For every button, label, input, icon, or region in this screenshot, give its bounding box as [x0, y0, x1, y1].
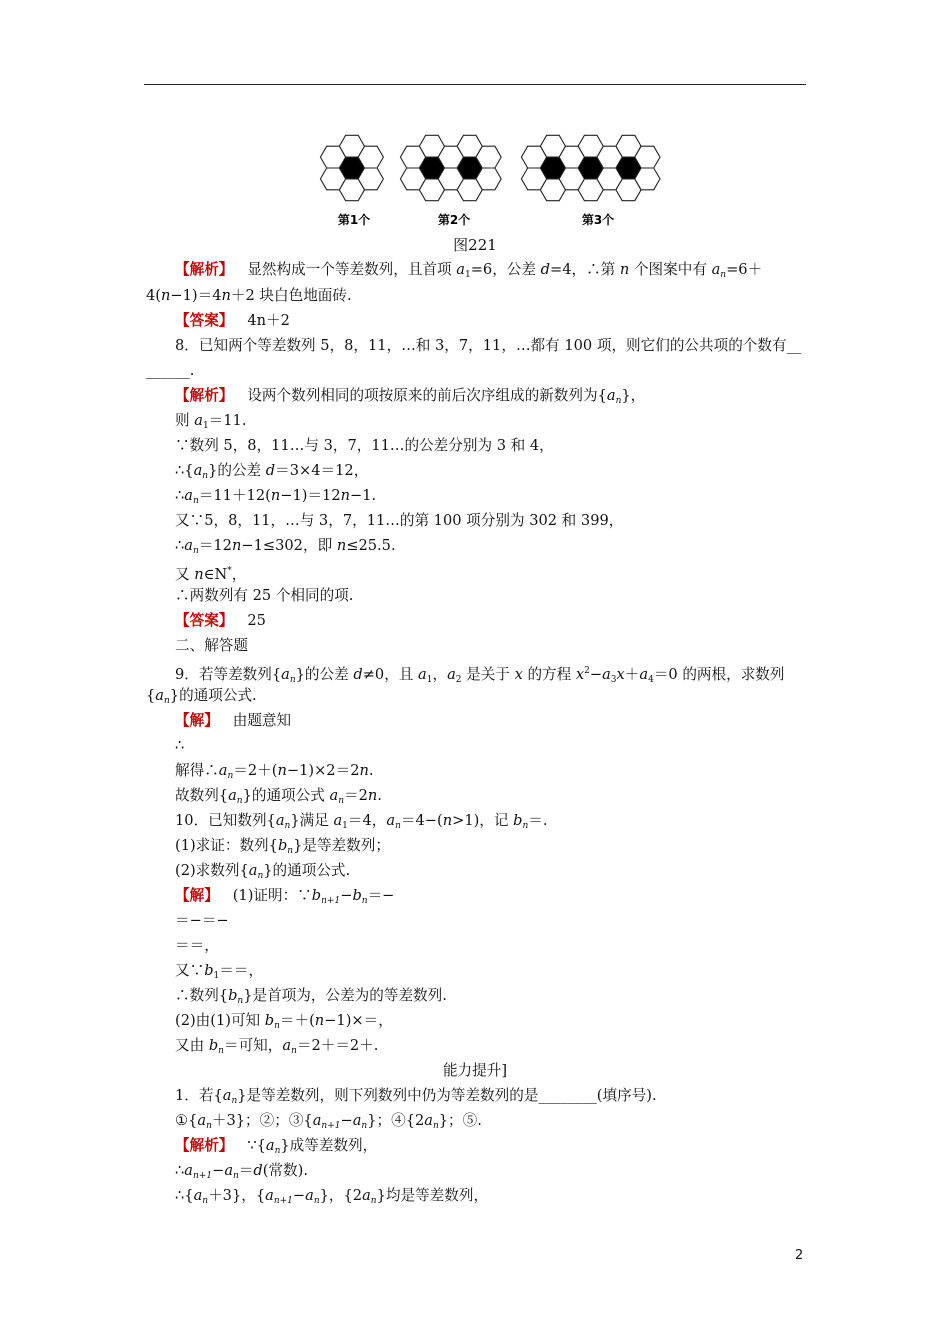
ability-heading: 能力提升]	[442, 1062, 508, 1079]
white-tile	[635, 146, 660, 168]
q10-solution-4: 又$\because b_1==$，	[175, 962, 264, 981]
q8-solution-3: ∵数列 5，8，11…与 3，7，11…的公差分别为 3 和 4，	[175, 437, 554, 454]
q8-solution-6: 又∵5，8，11，…与 3，7，11…的第 100 项分别为 302 和 399，	[175, 512, 624, 529]
q8-question-line2: ______.	[146, 362, 195, 379]
q7-solution-line1: 【解析】 显然构成一个等差数列，且首项 $a_1=6$，公差 d=4，∴第 n 个图案中有 $a_n=6+$	[175, 261, 763, 280]
white-tile	[476, 168, 501, 190]
q8-solution-4: $\therefore\{a_n\}$的公差 d＝3×4＝12，	[175, 462, 369, 481]
white-tile	[320, 146, 345, 168]
p1-question-line2: $①\{a_n+3\}$；②；$③\{a_{n+1}-a_n\}$；$④\{2a_n\}$；⑤.	[175, 1112, 482, 1131]
white-tile	[400, 146, 425, 168]
white-tile	[521, 168, 546, 190]
q8-question-line1: 8．已知两个等差数列 5，8，11，…和 3，7，11，…都有 100 项，则它们的公共项的个数有__	[175, 337, 802, 354]
white-tile	[521, 146, 546, 168]
p1-solution-1: 【解析】 $\because\{a_n\}$成等差数列，	[175, 1137, 378, 1156]
q10-question-line1: 10．已知数列$\{a_n\}$满足 $a_1=4$，$a_n=4-(n>1)$，记 $b_n=$.	[175, 812, 548, 831]
hexagon-tile-figure	[316, 126, 676, 232]
q10-solution-5: ∴数列$\{b_n\}$是首项为，公差为的等差数列.	[175, 987, 447, 1006]
q8-solution-2: 则 $a_1=11$.	[175, 412, 247, 431]
white-tile	[476, 146, 501, 168]
q10-solution-2: ＝−＝−	[175, 912, 229, 929]
q8-solution-5: $\therefore a_n=11+12(n-1)=12n-1$.	[175, 487, 377, 506]
white-tile	[358, 146, 383, 168]
white-tile	[597, 168, 622, 190]
q9-question-line2: $\{a_n\}$的通项公式.	[146, 687, 257, 706]
q10-solution-6: (2)由(1)可知 $b_n=+(n-1)\times=$，	[175, 1012, 393, 1031]
white-tile	[358, 168, 383, 190]
q7-solution-line2: 4(n−1)＝4n＋2 块白色地面砖.	[146, 287, 352, 304]
q8-solution-8: 又 n∈N*，	[175, 566, 247, 583]
q10-question-line3: (2)求数列$\{a_n\}$的通项公式.	[175, 862, 351, 881]
page-number: 2	[795, 1248, 804, 1263]
white-tile	[559, 146, 584, 168]
q9-solution-2: ∴	[175, 737, 185, 754]
figure-label-3: 第3个	[581, 213, 615, 227]
q8-solution-9: ∴两数列有 25 个相同的项.	[175, 587, 354, 604]
white-tile	[559, 168, 584, 190]
figure-label-2: 第2个	[437, 213, 471, 227]
p1-solution-3: $\therefore\{a_n+3\}$，$\{a_{n+1}-a_n\}$，$\{2a_n\}$均是等差数列，	[175, 1187, 489, 1206]
section-heading-2: 二、解答题	[175, 637, 248, 654]
q9-solution-4: 故数列$\{a_n\}$的通项公式 $a_n=2n$.	[175, 787, 382, 806]
figure-label-1: 第1个	[337, 213, 371, 227]
white-tile	[320, 168, 345, 190]
q8-answer: 【答案】 25	[175, 612, 266, 629]
q8-solution-7: $\therefore a_n=12n-1\le 302$，即 n≤25.5.	[175, 537, 396, 556]
q7-answer: 【答案】 4n＋2	[175, 312, 290, 329]
figure-caption: 图221	[453, 236, 497, 254]
q10-solution-1: 【解】 (1)证明：$\because b_{n+1}-b_n=-$	[175, 887, 395, 906]
white-tile	[400, 168, 425, 190]
q9-solution-3: 解得$\therefore a_n=2+(n-1)\times 2=2n$.	[175, 762, 374, 781]
q10-question-line2: (1)求证：数列$\{b_n\}$是等差数列；	[175, 837, 390, 856]
header-rule	[144, 84, 806, 85]
q9-solution-1: 【解】 由题意知	[175, 712, 292, 729]
q10-solution-7: 又由 $b_n=$可知，$a_n=2+=2+$.	[175, 1037, 379, 1056]
white-tile	[438, 168, 463, 190]
p1-question-line1: 1．若$\{a_n\}$是等差数列，则下列数列中仍为等差数列的是________(填序号).	[175, 1087, 657, 1106]
q9-question-line1: 9．若等差数列$\{a_n\}$的公差 d≠0，且 $a_1$，$a_2$ 是关于 x 的方程 $x^2-a_3x+a_4=0$ 的两根，求数列	[175, 666, 785, 685]
white-tile	[438, 146, 463, 168]
white-tile	[635, 168, 660, 190]
q10-solution-3: ＝＝，	[175, 937, 219, 954]
p1-solution-2: $\therefore a_{n+1}-a_n=d$(常数).	[175, 1162, 308, 1181]
q8-solution-1: 【解析】 设两个数列相同的项按原来的前后次序组成的新数列为$\{a_n\}$，	[175, 387, 646, 406]
white-tile	[597, 146, 622, 168]
